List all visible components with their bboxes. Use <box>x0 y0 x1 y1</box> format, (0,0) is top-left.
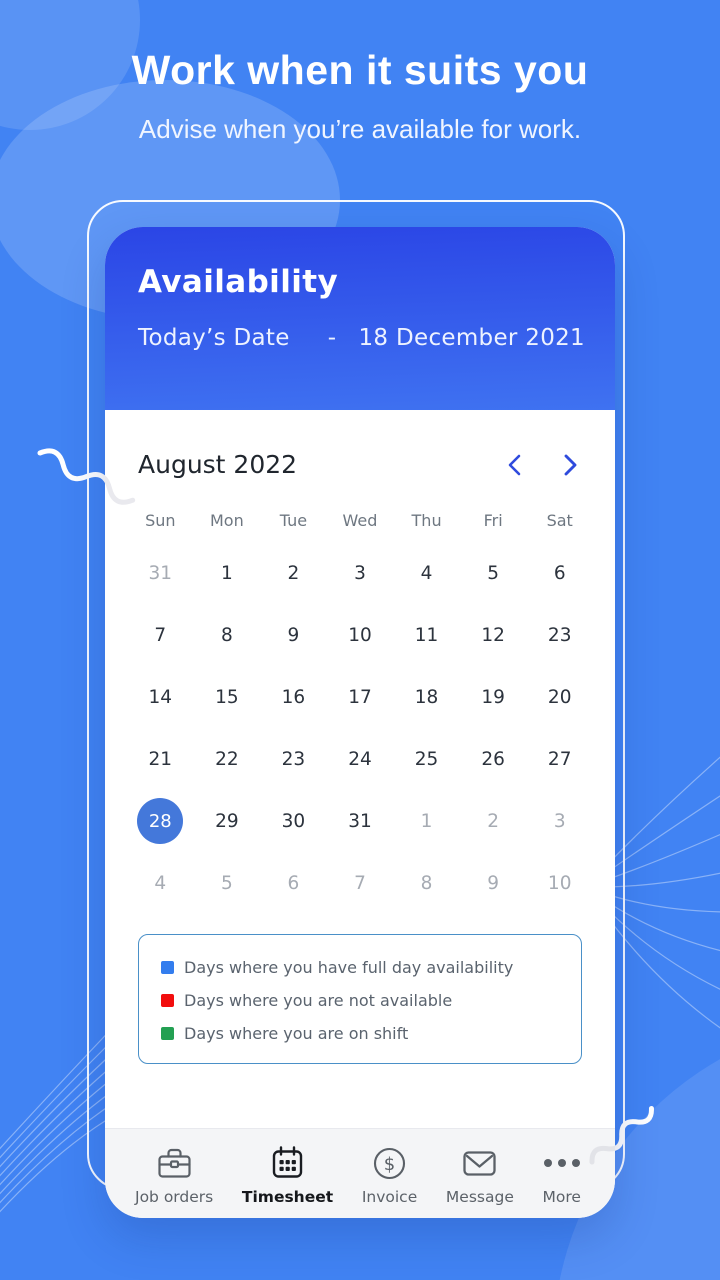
day-cell[interactable]: 3 <box>553 810 566 832</box>
nav-label: Timesheet <box>241 1188 334 1206</box>
day-cell[interactable]: 15 <box>215 686 239 708</box>
legend-swatch-red <box>161 994 174 1007</box>
day-cell[interactable]: 16 <box>281 686 306 708</box>
day-cell[interactable]: 5 <box>220 872 233 894</box>
month-nav <box>503 452 582 478</box>
todays-date-row <box>138 325 585 351</box>
day-cell[interactable]: 30 <box>281 810 306 832</box>
weekday-label: Sat <box>546 511 573 530</box>
chevron-left-icon[interactable] <box>503 452 529 478</box>
nav-label: Invoice <box>361 1188 418 1206</box>
weekday-label: Sun <box>145 511 176 530</box>
day-cell[interactable]: 24 <box>348 748 372 770</box>
calendar-icon <box>271 1145 304 1181</box>
legend-swatch-blue <box>161 961 174 974</box>
card-title: Availability <box>138 264 339 300</box>
day-grid <box>127 542 593 914</box>
day-cell[interactable]: 21 <box>148 748 173 770</box>
day-cell[interactable]: 5 <box>487 562 500 584</box>
nav-label: Message <box>445 1188 514 1206</box>
day-cell[interactable]: 29 <box>215 810 239 832</box>
briefcase-icon <box>156 1145 193 1181</box>
day-cell[interactable]: 12 <box>481 624 505 646</box>
date-label: Today’s Date <box>138 325 290 351</box>
day-cell[interactable]: 18 <box>414 686 439 708</box>
day-cell[interactable]: 11 <box>414 624 439 646</box>
day-cell[interactable]: 8 <box>420 872 433 894</box>
dollar-circle-icon <box>372 1145 407 1181</box>
availability-legend <box>138 934 582 1064</box>
day-cell[interactable]: 4 <box>420 562 433 584</box>
day-cell[interactable]: 27 <box>547 748 572 770</box>
nav-item-job-orders[interactable] <box>135 1145 213 1206</box>
day-cell[interactable]: 8 <box>220 624 233 646</box>
day-cell[interactable]: 25 <box>414 748 439 770</box>
day-cell[interactable]: 31 <box>148 562 173 584</box>
day-cell[interactable]: 9 <box>487 872 500 894</box>
calendar <box>105 450 615 914</box>
legend-label: Days where you are on shift <box>184 1024 409 1043</box>
nav-item-timesheet[interactable] <box>242 1145 333 1206</box>
day-cell[interactable]: 10 <box>348 624 372 646</box>
nav-item-message[interactable] <box>446 1145 514 1206</box>
day-cell[interactable]: 1 <box>420 810 433 832</box>
day-cell[interactable]: 4 <box>154 872 167 894</box>
day-cell[interactable]: 7 <box>354 872 366 894</box>
legend-item <box>161 984 571 1017</box>
day-cell[interactable]: 19 <box>481 686 505 708</box>
legend-item <box>161 1017 571 1050</box>
day-cell-selected[interactable]: 28 <box>127 790 194 852</box>
availability-card <box>105 227 615 1218</box>
day-cell[interactable]: 7 <box>154 624 167 646</box>
legend-label: Days where you are not available <box>184 991 453 1010</box>
weekday-row <box>127 511 593 530</box>
card-header <box>105 227 615 410</box>
nav-item-more[interactable] <box>543 1145 581 1206</box>
weekday-label: Tue <box>279 511 308 530</box>
legend-swatch-green <box>161 1027 174 1040</box>
day-cell[interactable]: 6 <box>287 872 300 894</box>
day-cell[interactable]: 23 <box>281 748 306 770</box>
chevron-right-icon[interactable] <box>556 452 582 478</box>
weekday-label: Wed <box>342 511 378 530</box>
weekday-label: Fri <box>483 511 503 530</box>
day-cell[interactable]: 2 <box>287 562 300 584</box>
day-cell[interactable]: 3 <box>354 562 366 584</box>
nav-label: More <box>542 1188 581 1206</box>
nav-label: Job orders <box>135 1188 214 1206</box>
day-cell[interactable]: 23 <box>547 624 572 646</box>
bottom-navbar <box>105 1128 615 1218</box>
day-cell[interactable]: 22 <box>215 748 239 770</box>
legend-label: Days where you have full day availability <box>184 958 514 977</box>
day-cell[interactable]: 31 <box>348 810 372 832</box>
svg-text:$: $ <box>383 1153 396 1175</box>
day-cell[interactable]: 2 <box>487 810 500 832</box>
day-cell[interactable]: 14 <box>148 686 173 708</box>
day-cell[interactable]: 1 <box>220 562 233 584</box>
month-row <box>138 450 582 479</box>
day-cell[interactable]: 20 <box>547 686 572 708</box>
month-label: August 2022 <box>138 450 298 479</box>
more-dots-icon <box>543 1145 581 1181</box>
nav-item-invoice[interactable] <box>362 1145 417 1206</box>
envelope-icon <box>462 1145 497 1181</box>
day-cell[interactable]: 26 <box>481 748 505 770</box>
day-cell[interactable]: 9 <box>287 624 300 646</box>
weekday-label: Mon <box>209 511 244 530</box>
hero-title: Work when it suits you <box>131 47 589 93</box>
date-separator: - <box>327 325 337 351</box>
weekday-label: Thu <box>411 511 442 530</box>
day-cell[interactable]: 6 <box>553 562 566 584</box>
date-value: 18 December 2021 <box>358 325 585 351</box>
hero-subtitle: Advise when you’re available for work. <box>138 114 582 144</box>
day-cell[interactable]: 10 <box>547 872 572 894</box>
day-cell[interactable]: 17 <box>348 686 372 708</box>
legend-item <box>161 951 571 984</box>
